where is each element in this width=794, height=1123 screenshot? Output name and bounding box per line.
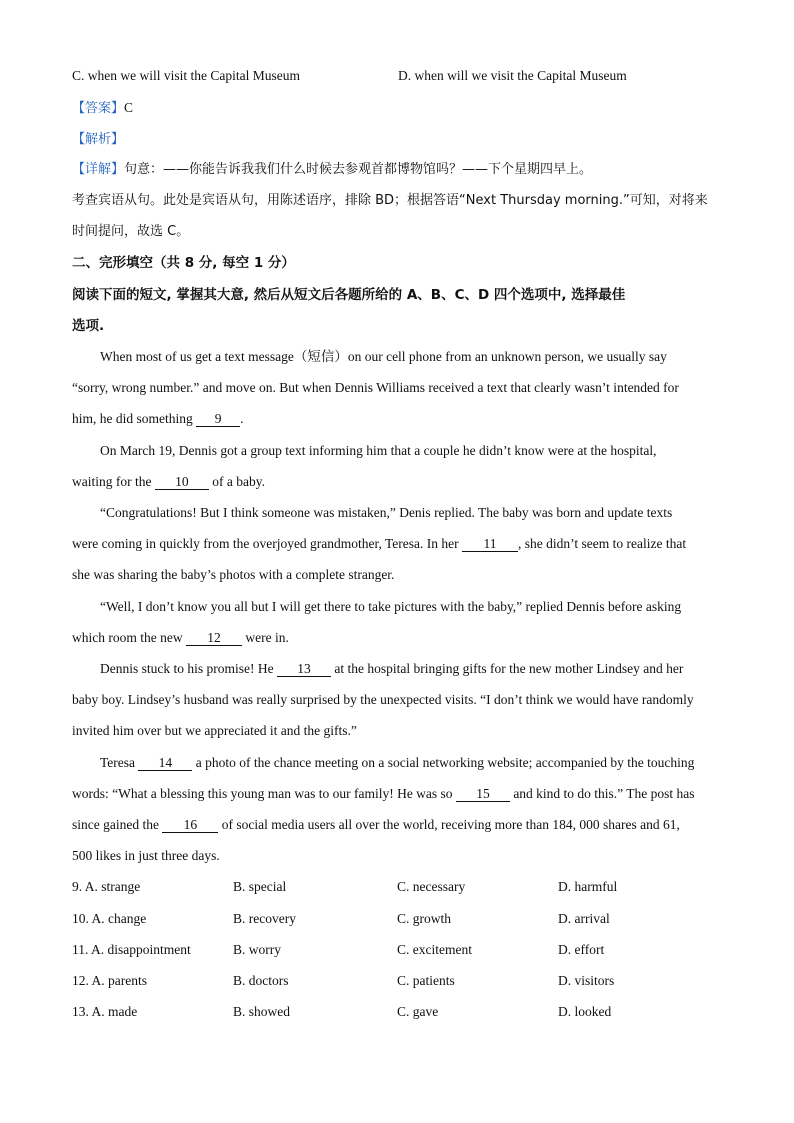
passage-text: a photo of the chance meeting on a social networking website; accompanied by the touching [192, 755, 695, 770]
option-b: B. recovery [233, 911, 296, 926]
answer-tag: 【答案】 [72, 101, 125, 116]
option-b: B. doctors [233, 973, 289, 988]
passage-text: were in. [241, 630, 289, 645]
detail-text-1: 句意：——你能告诉我我们什么时候去参观首都博物馆吗？——下个星期四早上。 [124, 162, 593, 177]
passage-line [72, 410, 244, 428]
passage-line: When most of us get a text message（短信）on our cell phone from an unknown person, we usually say [100, 349, 667, 364]
blank-13: 13 [277, 661, 331, 677]
passage-line: On March 19, Dennis got a group text informing him that a couple he didn’t know were at the hospital, [100, 443, 657, 458]
option-c: C. patients [397, 973, 455, 988]
option-a: 13. A. made [72, 1004, 138, 1019]
option-a: 12. A. parents [72, 973, 147, 988]
blank-12: 12 [186, 630, 242, 646]
blank-14: 14 [138, 755, 192, 771]
option-d: D. effort [558, 942, 605, 957]
section-heading: 二、完形填空（共 8 分, 每空 1 分） [72, 255, 295, 271]
option-a: 11. A. disappointment [72, 942, 191, 957]
blank-16: 16 [162, 817, 218, 833]
blank-15: 15 [456, 786, 510, 802]
answer-line [72, 99, 133, 118]
passage-line [100, 660, 683, 678]
prev-option-d: D. when will we visit the Capital Museum [398, 68, 627, 83]
passage-line: “sorry, wrong number.” and move on. But when Dennis Williams received a text that clearly wasn’t intended for [72, 380, 679, 395]
option-c: C. necessary [397, 879, 466, 894]
prev-option-c: C. when we will visit the Capital Museum [72, 68, 300, 83]
passage-text: of a baby. [208, 474, 265, 489]
answer-value: C [124, 100, 134, 115]
passage-line: 500 likes in just three days. [72, 848, 220, 863]
passage-line [72, 535, 686, 553]
passage-text: at the hospital bringing gifts for the new mother Lindsey and her [330, 661, 684, 676]
passage-text: . [240, 411, 244, 426]
option-d: D. looked [558, 1004, 612, 1019]
passage-text: since gained the [72, 817, 163, 832]
option-a: 9. A. strange [72, 879, 141, 894]
passage-line: she was sharing the baby’s photos with a complete stranger. [72, 567, 395, 582]
blank-11: 11 [462, 536, 518, 552]
detail-line-2: 考查宾语从句。此处是宾语从句，用陈述语序，排除 BD；根据答语“Next Thursday morning.”可知，对将来 [72, 193, 708, 208]
analysis-line [72, 130, 124, 149]
passage-line: “Congratulations! But I think someone was mistaken,” Denis replied. The baby was born and update texts [100, 505, 673, 520]
passage-text: waiting for the [72, 474, 155, 489]
passage-text: which room the new [72, 630, 186, 645]
option-c: C. gave [397, 1004, 439, 1019]
passage-text: him, he did something [72, 411, 197, 426]
option-a: 10. A. change [72, 911, 147, 926]
passage-line: “Well, I don’t know you all but I will get there to take pictures with the baby,” replied Dennis before asking [100, 599, 682, 614]
passage-text: Teresa [100, 755, 139, 770]
option-b: B. worry [233, 942, 281, 957]
option-d: D. visitors [558, 973, 615, 988]
detail-tag: 【详解】 [72, 162, 125, 177]
passage-line [72, 629, 289, 647]
blank-10: 10 [155, 474, 209, 490]
option-d: D. arrival [558, 911, 610, 926]
passage-line: invited him over but we appreciated it and the gifts.” [72, 723, 357, 738]
section-instruction-1: 阅读下面的短文, 掌握其大意, 然后从短文后各题所给的 A、B、C、D 四个选项中, 选择最佳 [72, 287, 626, 303]
option-b: B. special [233, 879, 287, 894]
passage-text: words: “What a blessing this young man was to our family! He was so [72, 786, 456, 801]
section-instruction-2: 选项. [72, 318, 105, 334]
passage-line [72, 785, 695, 803]
option-c: C. growth [397, 911, 451, 926]
option-b: B. showed [233, 1004, 290, 1019]
passage-line [72, 473, 265, 491]
passage-text: were coming in quickly from the overjoyed grandmother, Teresa. In her [72, 536, 463, 551]
passage-line: baby boy. Lindsey’s husband was really surprised by the unexpected visits. “I don’t think we would have randomly [72, 692, 694, 707]
analysis-tag: 【解析】 [72, 132, 125, 147]
passage-text: and kind to do this.” The post has [509, 786, 695, 801]
passage-text: , she didn’t seem to realize that [518, 536, 687, 551]
passage-text: Dennis stuck to his promise! He [100, 661, 277, 676]
detail-line-1 [72, 161, 592, 179]
passage-text: of social media users all over the world, receiving more than 184, 000 shares and 61, [218, 817, 680, 832]
passage-line [100, 754, 694, 772]
blank-9: 9 [196, 411, 240, 427]
option-c: C. excitement [397, 942, 472, 957]
detail-line-3: 时间提问，故选 C。 [72, 224, 190, 239]
passage-line [72, 816, 680, 834]
option-d: D. harmful [558, 879, 618, 894]
